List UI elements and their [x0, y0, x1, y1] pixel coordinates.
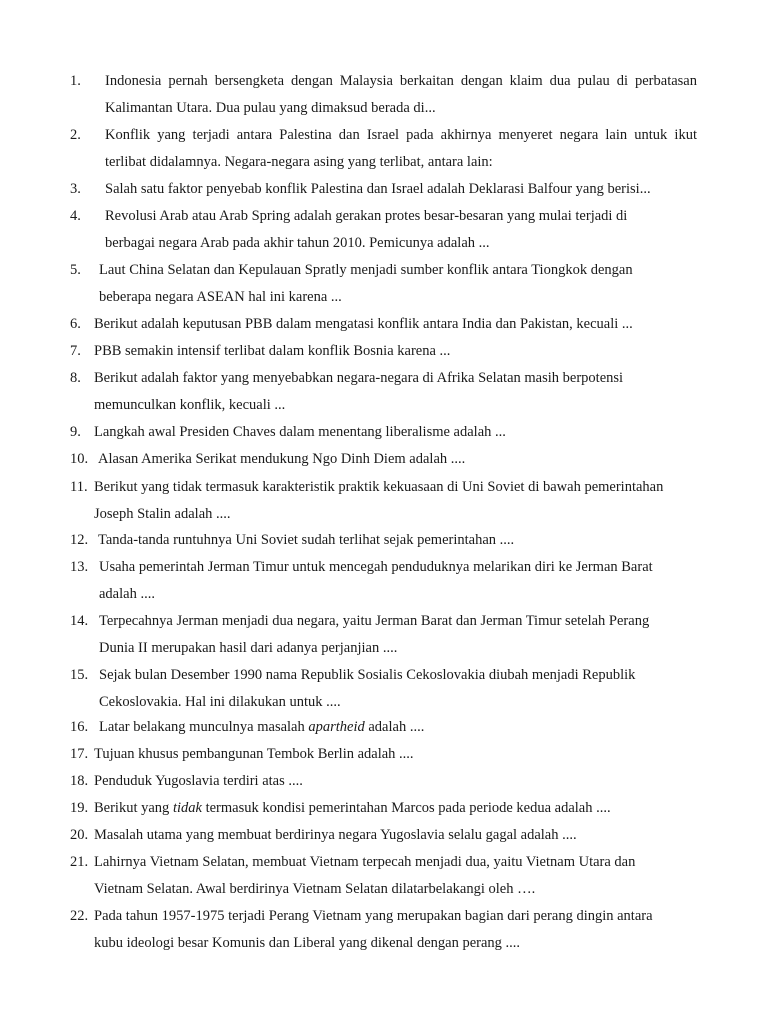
question-text-line	[94, 800, 611, 817]
question-text-line: Kalimantan Utara. Dua pulau yang dimaksud berada di...	[105, 100, 436, 116]
question-text-line: Revolusi Arab atau Arab Spring adalah gerakan protes besar-besaran yang mulai terjadi di	[105, 208, 628, 224]
question-text-line: Alasan Amerika Serikat mendukung Ngo Dinh Diem adalah ....	[98, 451, 466, 467]
question-text-pre: Berikut yang	[94, 800, 173, 816]
question-number: 6.	[70, 316, 81, 332]
question-text-line: berbagai negara Arab pada akhir tahun 2010. Pemicunya adalah ...	[105, 235, 490, 251]
question-text-line: Penduduk Yugoslavia terdiri atas ....	[94, 773, 303, 789]
question-text-line: Berikut yang tidak termasuk karakteristik praktik kekuasaan di Uni Soviet di bawah pemerintahan	[94, 479, 664, 495]
question-number: 17.	[70, 746, 89, 762]
question-number: 2.	[70, 127, 81, 143]
question-text-italic-term: apartheid	[308, 719, 365, 735]
question-number: 16.	[70, 719, 89, 735]
question-number: 21.	[70, 854, 89, 870]
question-text-line: Lahirnya Vietnam Selatan, membuat Vietnam terpecah menjadi dua, yaitu Vietnam Utara dan	[94, 854, 636, 870]
question-text-line: Vietnam Selatan. Awal berdirinya Vietnam Selatan dilatarbelakangi oleh ….	[94, 881, 536, 897]
question-number: 10.	[70, 451, 89, 467]
question-text-line: kubu ideologi besar Komunis dan Liberal yang dikenal dengan perang ....	[94, 935, 521, 951]
question-number: 14.	[70, 613, 89, 629]
question-number: 4.	[70, 208, 81, 224]
question-text-line	[99, 719, 424, 736]
question-text-line: Salah satu faktor penyebab konflik Palestina dan Israel adalah Deklarasi Balfour yang berisi...	[105, 181, 651, 197]
question-text-line: Tujuan khusus pembangunan Tembok Berlin adalah ....	[94, 746, 414, 762]
question-text-line: Pada tahun 1957-1975 terjadi Perang Vietnam yang merupakan bagian dari perang dingin antara	[94, 908, 653, 924]
question-text-post: adalah ....	[364, 719, 425, 735]
question-number: 5.	[70, 262, 81, 278]
question-text-line: Tanda-tanda runtuhnya Uni Soviet sudah terlihat sejak pemerintahan ....	[98, 532, 515, 548]
question-text-pre: Latar belakang munculnya masalah	[99, 719, 309, 735]
question-text-line: Cekoslovakia. Hal ini dilakukan untuk ....	[99, 694, 341, 710]
question-text-line: Langkah awal Presiden Chaves dalam menentang liberalisme adalah ...	[94, 424, 506, 440]
question-text-line: Berikut adalah keputusan PBB dalam mengatasi konflik antara India dan Pakistan, kecuali ...	[94, 316, 633, 332]
question-text-line: Konflik yang terjadi antara Palestina dan Israel pada akhirnya menyeret negara lain untuk ikut	[105, 127, 697, 143]
question-number: 8.	[70, 370, 81, 386]
question-text-line: Terpecahnya Jerman menjadi dua negara, yaitu Jerman Barat dan Jerman Timur setelah Perang	[99, 613, 650, 629]
question-text-line: memunculkan konflik, kecuali ...	[94, 397, 286, 413]
question-text-post: termasuk kondisi pemerintahan Marcos pada periode kedua adalah ....	[201, 800, 611, 816]
question-text-line: Indonesia pernah bersengketa dengan Malaysia berkaitan dengan klaim dua pulau di perbatasan	[105, 73, 697, 89]
question-text-line: Sejak bulan Desember 1990 nama Republik Sosialis Cekoslovakia diubah menjadi Republik	[99, 667, 636, 683]
question-text-line: terlibat didalamnya. Negara-negara asing yang terlibat, antara lain:	[105, 154, 493, 170]
question-text-line: Dunia II merupakan hasil dari adanya perjanjian ....	[99, 640, 398, 656]
question-number: 9.	[70, 424, 81, 440]
question-number: 7.	[70, 343, 81, 359]
question-number: 3.	[70, 181, 81, 197]
question-text-line: Joseph Stalin adalah ....	[94, 506, 231, 522]
question-number: 12.	[70, 532, 89, 548]
question-text-line: Laut China Selatan dan Kepulauan Spratly menjadi sumber konflik antara Tiongkok dengan	[99, 262, 633, 278]
question-number: 13.	[70, 559, 89, 575]
question-text-line: Usaha pemerintah Jerman Timur untuk mencegah penduduknya melarikan diri ke Jerman Barat	[99, 559, 653, 575]
question-number: 20.	[70, 827, 89, 843]
question-text-line: adalah ....	[99, 586, 155, 602]
question-number: 19.	[70, 800, 89, 816]
question-text-line: PBB semakin intensif terlibat dalam konflik Bosnia karena ...	[94, 343, 451, 359]
question-text-line: beberapa negara ASEAN hal ini karena ...	[99, 289, 342, 305]
question-text-line: Masalah utama yang membuat berdirinya negara Yugoslavia selalu gagal adalah ....	[94, 827, 577, 843]
question-number: 22.	[70, 908, 89, 924]
question-number: 1.	[70, 73, 81, 89]
question-text-line: Berikut adalah faktor yang menyebabkan negara-negara di Afrika Selatan masih berpotensi	[94, 370, 624, 386]
question-number: 18.	[70, 773, 89, 789]
question-number: 11.	[70, 479, 88, 495]
question-number: 15.	[70, 667, 89, 683]
question-text-italic-term: tidak	[172, 800, 202, 816]
